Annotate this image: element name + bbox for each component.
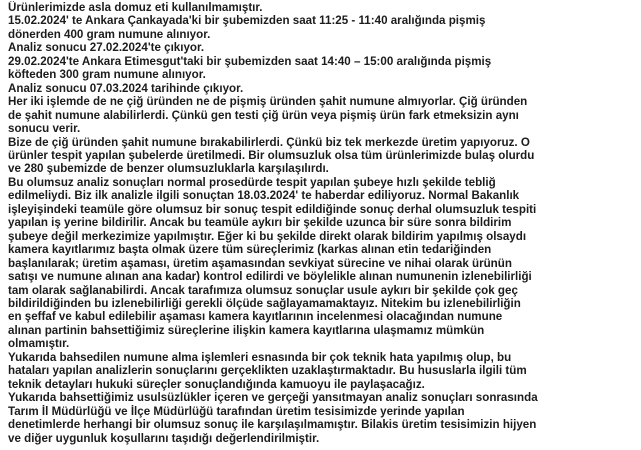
text-line: başlanılarak; üretim aşaması, üretim aşamasından sevkiyat sürecine ve nihai olarak ürünün: [8, 256, 512, 270]
text-line: işleyişindeki teamüle göre olumsuz bir sonuç tespit edildiğinde sonuç derhal olumsuzluk tespiti: [8, 202, 537, 216]
text-line: kamera kayıtlarımız başta olmak üzere tüm süreçlerimiz (karkas alınan etin tedariğinden: [8, 243, 492, 257]
text-line: ve 280 şubemizde de benzer olumsuzluklarla karşılaşılırdı.: [8, 162, 329, 176]
text-line: Bu olumsuz analiz sonuçları normal prosedürde tespit yapılan şubeye hızlı şekilde tebliğ: [8, 175, 496, 189]
text-line: teknik detayları hukuki süreçler sonuçlandığında kamuoyu ile paylaşacağız.: [8, 377, 425, 391]
text-line: Ürünlerimizde asla domuz eti kullanılmamıştır.: [8, 1, 263, 14]
text-line: dönerden 400 gram numune alınıyor.: [8, 27, 211, 41]
text-line: 29.02.2024'te Ankara Etimesgut'taki bir şubemizden saat 14:40 – 15:00 aralığında pişmiş: [8, 54, 492, 68]
text-line: ve diğer uygunluk koşullarını taşıdığı değerlendirilmiştir.: [8, 431, 320, 445]
text-line: Bize de çiğ üründen şahit numune bırakabilirlerdi. Çünkü biz tek merkezde üretim yapıyoruz. O: [8, 135, 530, 149]
text-line: en şeffaf ve kabul edilebilir aşaması kamera kayıtlarının incelenmesi olacağından numune: [8, 310, 503, 324]
text-line: Analiz sonucu 27.02.2024'te çıkıyor.: [8, 41, 205, 55]
text-line: Yukarıda bahsedilen numune alma işlemleri esnasında bir çok teknik hata yapılmış olup, bu: [8, 350, 512, 364]
text-line: ürünler tespit yapılan şubelerde üretilmedi. Bir olumsuzluk olsa tüm ürünlerimizde bulaş olurdu: [8, 148, 535, 162]
text-line: hataları yapılan analizlerin sonuçlarını gerçeklikten uzaklaştırmaktadır. Bu hususlarla ilgili tüm: [8, 364, 527, 378]
text-line: Yukarıda bahsettiğimiz usulsüzlükler içeren ve gerçeği yansıtmayan analiz sonuçları sonrasında: [8, 391, 538, 405]
text-line: denetimlerde herhangi bir olumsuz sonuç ile karşılaşılmamıştır. Bilakis üretim tesisimizin hijyen: [8, 418, 537, 432]
text-line: Tarım İl Müdürlüğü ve İlçe Müdürlüğü tarafından üretim tesisimizde yerinde yapılan: [8, 404, 465, 418]
text-line: de şahit numune alabilirlerdi. Çünkü gen testi çiğ ürün veya pişmiş ürün fark etmeksizin aynı: [8, 108, 519, 122]
text-line: köfteden 300 gram numune alınıyor.: [8, 68, 206, 82]
text-line: şubeye değil merkezimize yapılmıştır. Eğer ki bu şekilde direkt olarak bildirim yapılmış olsaydı: [8, 229, 527, 243]
text-line: 15.02.2024' te Ankara Çankayada'ki bir şubemizden saat 11:25 - 11:40 aralığında pişmiş: [8, 14, 486, 28]
text-line: olmamıştır.: [8, 337, 70, 351]
text-line: Analiz sonucu 07.03.2024 tarihinde çıkıyor.: [8, 81, 244, 95]
text-line: tam olarak sağlanabilirdi. Ancak tarafımıza olumsuz sonuçlar usule aykırı bir şekilde çok geç: [8, 283, 518, 297]
text-line: alınan partinin bahsettiğimiz süreçlerine ilişkin kamera kayıtlarına ulaşmamız mümkün: [8, 323, 485, 337]
text-line: yapılan iş yerine bildirilir. Ancak bu teamüle aykırı bir şekilde uzunca bir süre sonra bildirim: [8, 216, 512, 230]
text-line: satışı ve numune alınan ana kadar) kontrol edilirdi ve böylelikle alınan numunenin izlenebilirliği: [8, 270, 532, 284]
text-line: bildirildiğinden bu izlenebilirliği gerekli ölçüde sağlayamamaktayız. Nitekim bu izlenebilirliğin: [8, 296, 521, 310]
text-line: sonucu verir.: [8, 122, 81, 136]
text-line: edilmeliydi. Biz ilk analizle ilgili sonuçtan 18.03.2024' te haberdar ediliyoruz. Normal Bakanlık: [8, 189, 520, 203]
text-line: Her iki işlemde de ne çiğ üründen ne de pişmiş üründen şahit numune almıyorlar. Çiğ üründen: [8, 95, 528, 109]
